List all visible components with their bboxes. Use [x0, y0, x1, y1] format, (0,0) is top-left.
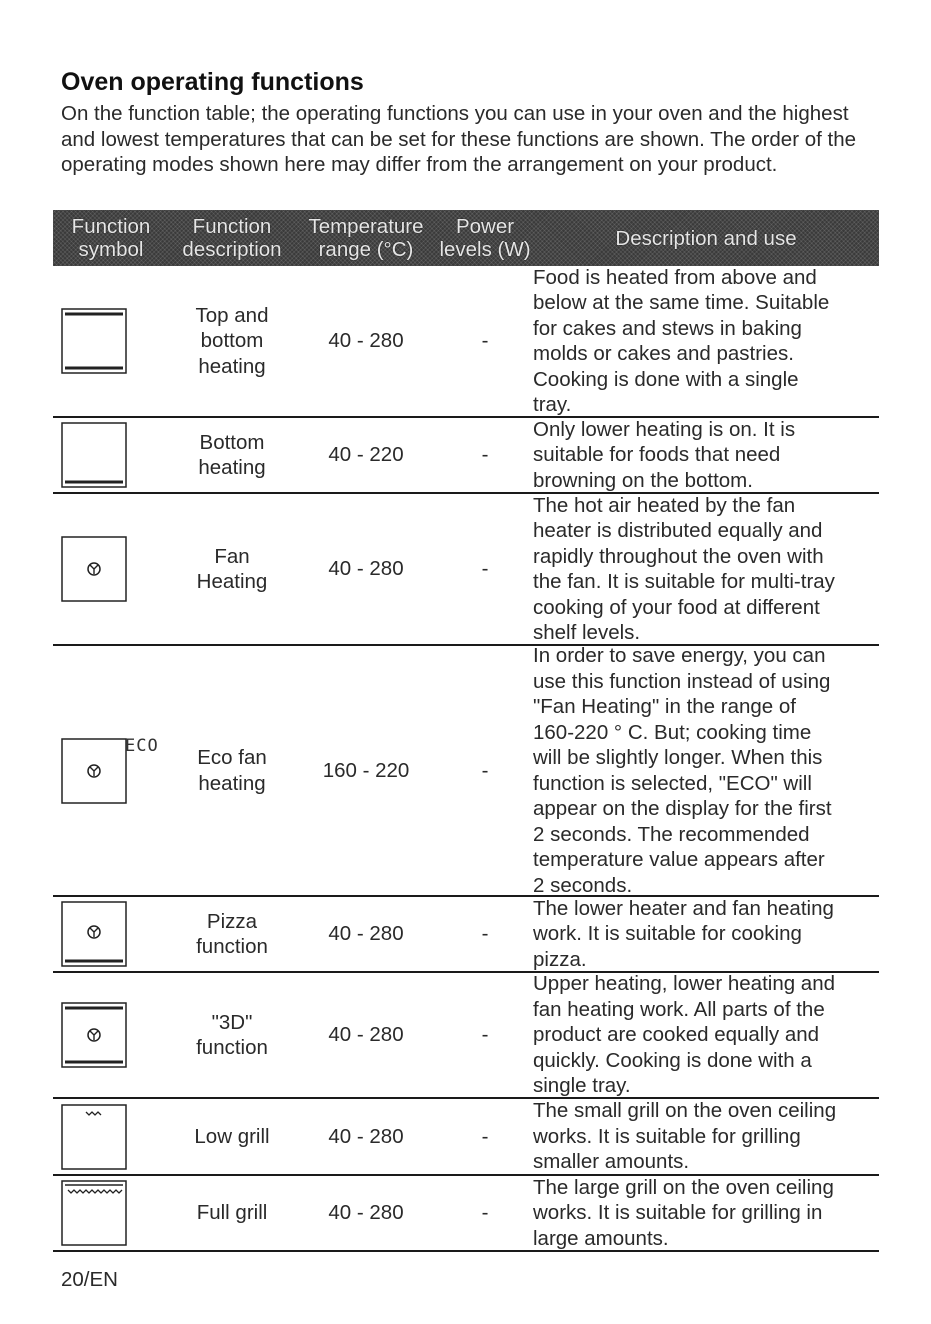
power-level: - — [481, 1124, 489, 1148]
function-symbol-cell — [53, 973, 169, 1097]
table-row — [53, 973, 879, 1099]
header-temperature-range: Temperature range (°C) — [308, 215, 424, 261]
temperature-range: 40 - 280 — [328, 557, 404, 581]
pizza-function-icon — [61, 901, 127, 967]
temperature-range: 40 - 280 — [328, 1124, 404, 1148]
intro-paragraph: On the function table; the operating functions you can use in your oven and the highest and lowest temperatures that can be set for these functions are shown. The order of the operating modes shown here may differ from the arrangement on your product. — [61, 102, 857, 176]
function-symbol-cell — [53, 266, 169, 416]
page-title: Oven operating functions — [61, 68, 364, 96]
function-symbol-cell — [53, 418, 169, 492]
header-function-symbol: Function symbol — [71, 215, 151, 261]
table-row — [53, 494, 879, 646]
function-use: The lower heater and fan heating work. It is suitable for cooking pizza. — [533, 896, 834, 971]
temperature-range: 40 - 280 — [328, 329, 404, 353]
power-level: - — [481, 922, 489, 946]
function-use: The hot air heated by the fan heater is distributed equally and rapidly throughout the oven with the fan. It is suitable for multi-tray cooking of your food at different shelf levels. — [533, 493, 835, 644]
table-row — [53, 1176, 879, 1252]
function-name: Full grill — [196, 1201, 268, 1225]
function-symbol-cell — [53, 646, 169, 895]
top-bottom-heating-icon — [61, 308, 127, 374]
function-name: Top and bottom heating — [195, 303, 269, 378]
bottom-heating-icon — [61, 422, 127, 488]
power-level: - — [481, 1023, 489, 1047]
table-header — [53, 210, 879, 266]
temperature-range: 40 - 280 — [328, 922, 404, 946]
table-row — [53, 266, 879, 418]
temperature-range: 40 - 220 — [328, 443, 404, 467]
3d-function-icon — [61, 1002, 127, 1068]
power-level: - — [481, 1201, 489, 1225]
temperature-range: 40 - 280 — [328, 1201, 404, 1225]
function-name: Fan Heating — [196, 544, 268, 593]
function-name: Eco fan heating — [197, 746, 267, 795]
table-row — [53, 1099, 879, 1176]
power-level: - — [481, 557, 489, 581]
power-level: - — [481, 329, 489, 353]
function-use: The large grill on the oven ceiling works. It is suitable for grilling in large amounts. — [533, 1175, 834, 1250]
function-name: Bottom heating — [198, 430, 266, 479]
function-use: The small grill on the oven ceiling works. It is suitable for grilling smaller amounts. — [533, 1099, 837, 1174]
header-description-and-use: Description and use — [615, 226, 797, 250]
function-name: Pizza function — [196, 909, 268, 958]
function-symbol-cell — [53, 1176, 169, 1250]
low-grill-icon — [61, 1104, 127, 1170]
function-use: Food is heated from above and below at the same time. Suitable for cakes and stews in baking molds or cakes and pastries. Cooking is done with a single tray. — [533, 265, 830, 416]
eco-label: ECO — [125, 736, 159, 756]
function-name: "3D" function — [196, 1010, 268, 1059]
function-table — [53, 210, 879, 1252]
header-function-description: Function description — [182, 215, 282, 261]
temperature-range: 160 - 220 — [322, 758, 410, 782]
function-symbol-cell — [53, 494, 169, 644]
page-number: 20/EN — [61, 1268, 118, 1291]
power-level: - — [481, 758, 489, 782]
function-use: In order to save energy, you can use this function instead of using "Fan Heating" in the range of 160-220 ° C. But; cooking time will be slightly longer. When this function is selected, "ECO" will appear on the display for the first 2 seconds. The recommended temperature value appears after 2 seconds. — [533, 644, 832, 897]
temperature-range: 40 - 280 — [328, 1023, 404, 1047]
full-grill-icon — [61, 1180, 127, 1246]
function-symbol-cell — [53, 897, 169, 971]
power-level: - — [481, 443, 489, 467]
header-power-levels: Power levels (W) — [439, 215, 531, 261]
function-name: Low grill — [194, 1124, 270, 1148]
table-row — [53, 897, 879, 973]
fan-heating-icon — [61, 536, 127, 602]
function-use: Only lower heating is on. It is suitable for foods that need browning on the bottom. — [533, 417, 796, 492]
function-symbol-cell — [53, 1099, 169, 1174]
table-row — [53, 646, 879, 897]
eco-fan-heating-icon — [61, 738, 127, 804]
function-use: Upper heating, lower heating and fan heating work. All parts of the product are cooked equally and quickly. Cooking is done with a single tray. — [533, 972, 836, 1098]
table-row — [53, 418, 879, 494]
